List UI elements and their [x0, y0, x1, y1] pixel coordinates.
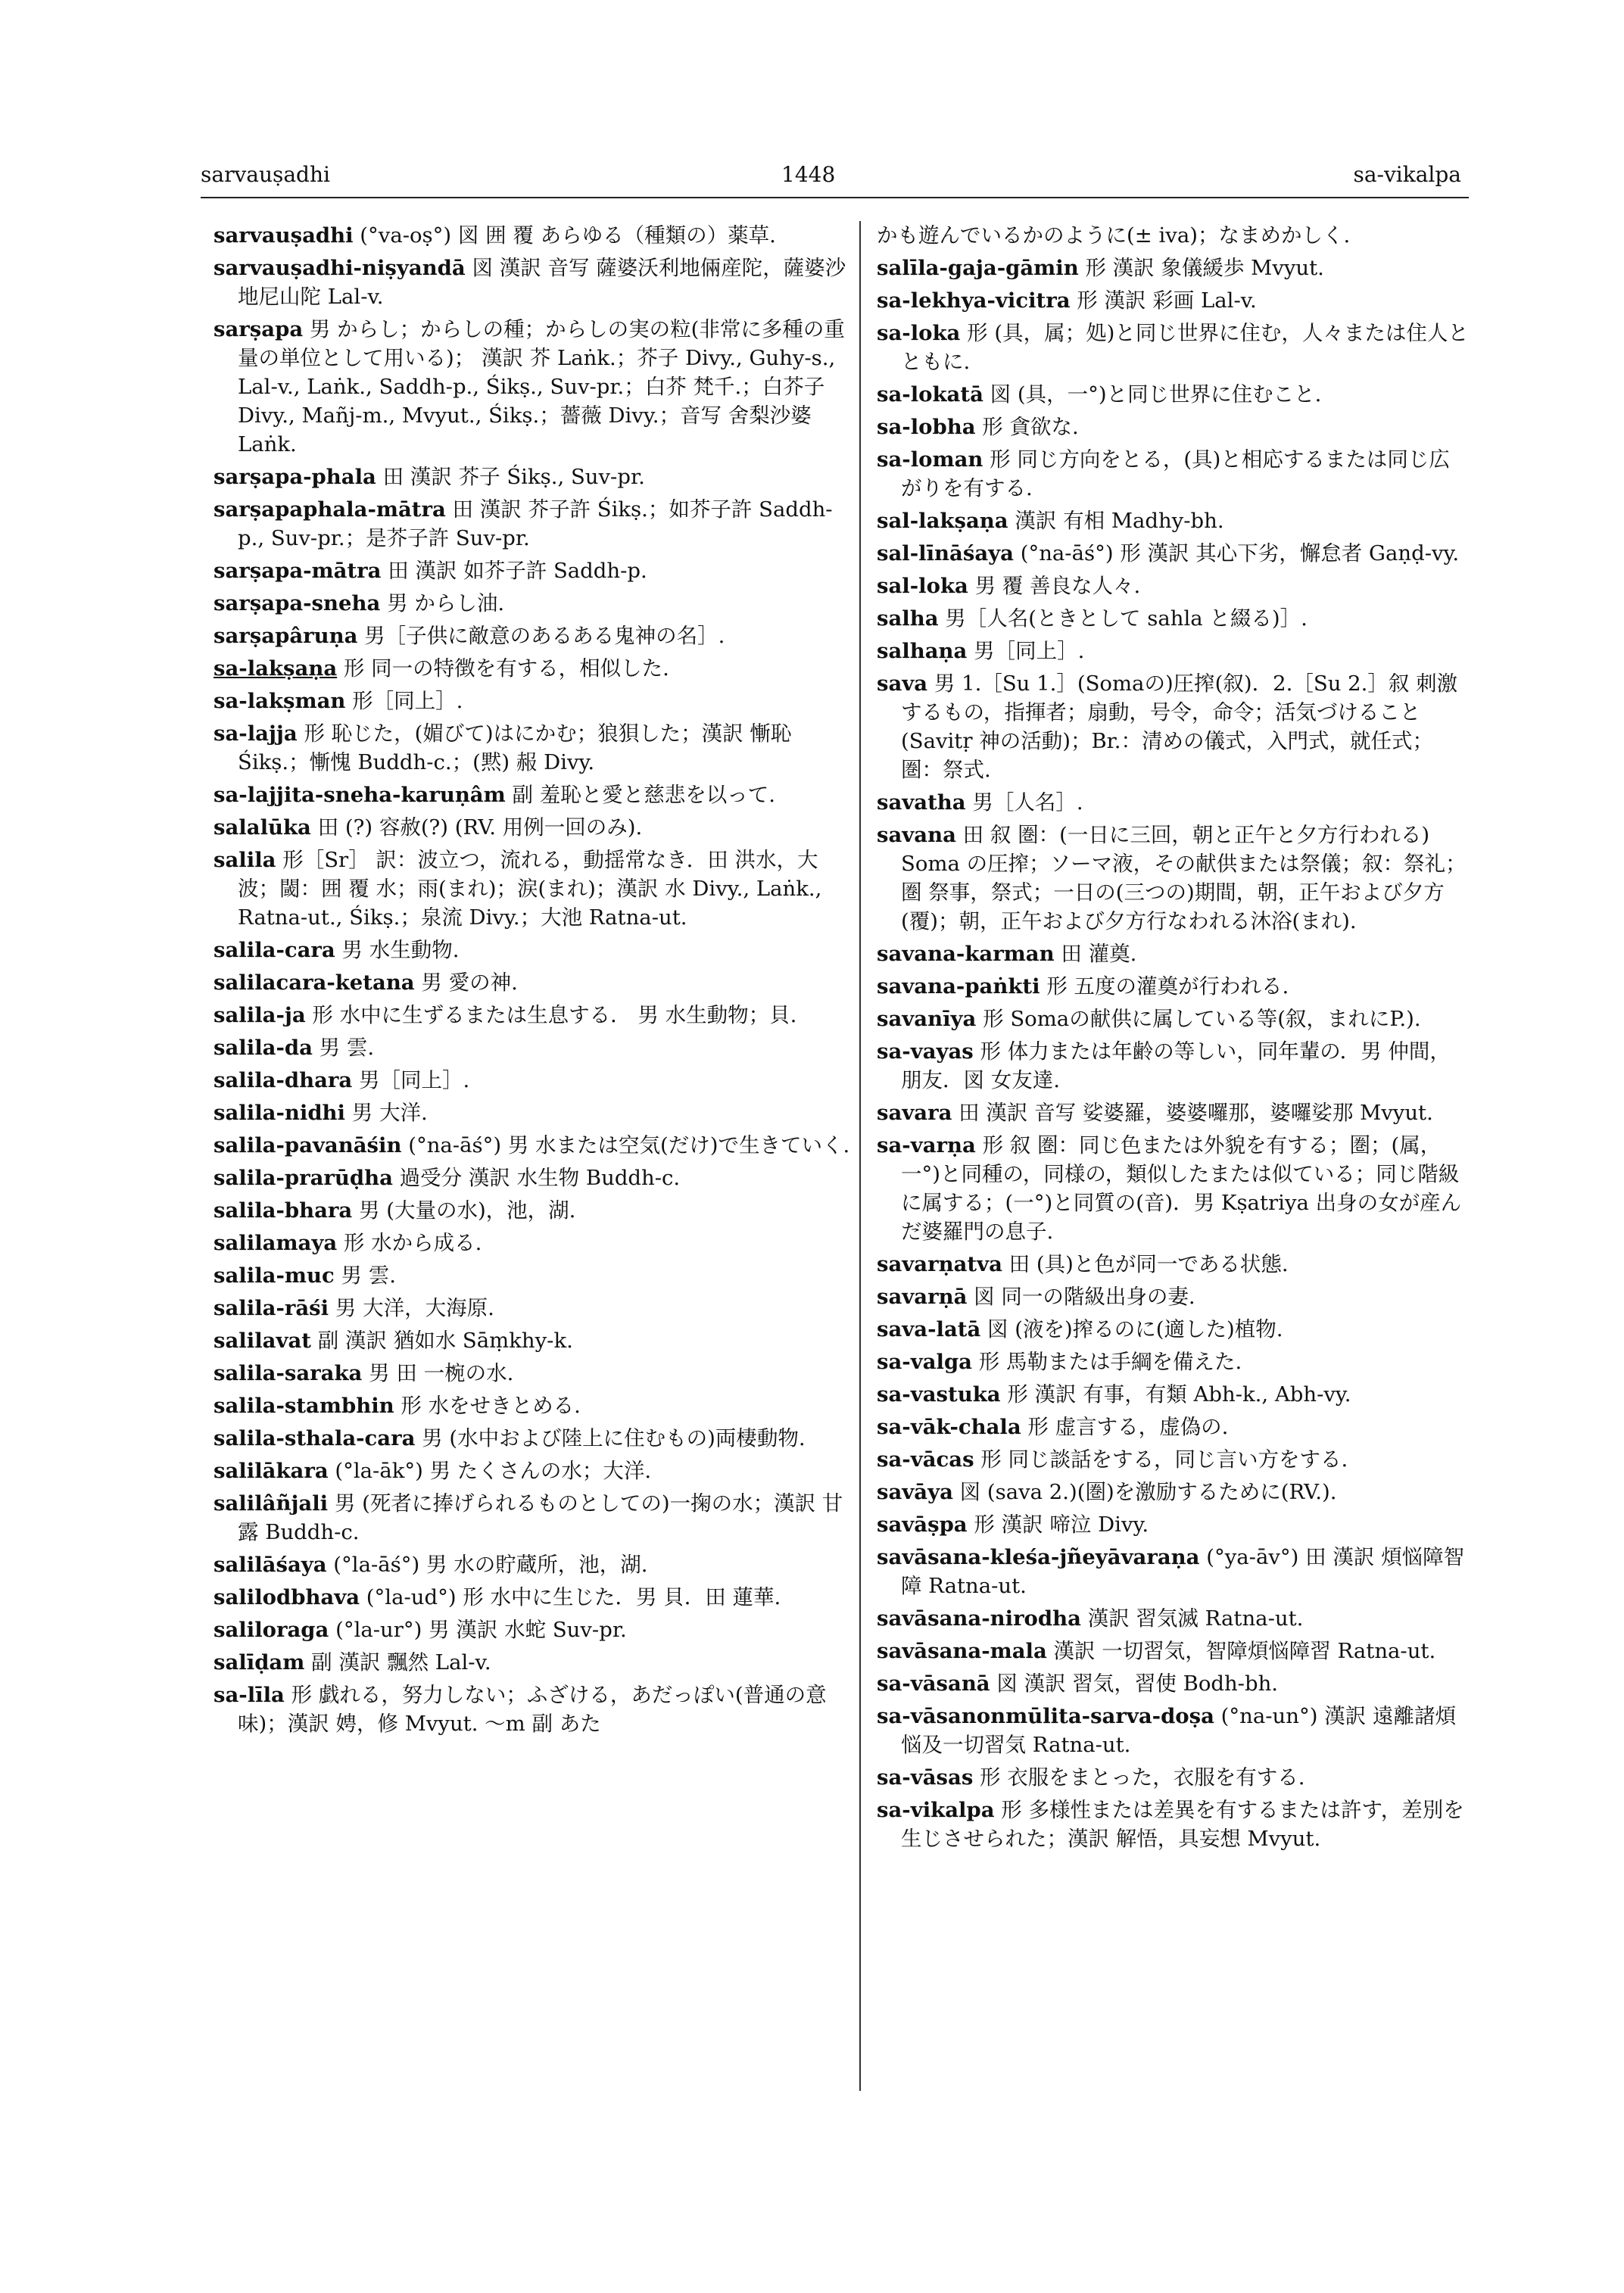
entry-definition: (°la-ur°) 男 漢訳 水蛇 Suv-pr.: [329, 1618, 627, 1642]
dictionary-entry: [214, 1001, 853, 1030]
entry-headword: salalūka: [214, 815, 311, 840]
dictionary-entry: [877, 1445, 1469, 1474]
dictionary-entry: [877, 821, 1469, 936]
entry-definition: 男 雲.: [334, 1263, 396, 1288]
dictionary-entry: [214, 254, 853, 311]
dictionary-entry: [877, 1796, 1469, 1853]
entry-headword: sarṣapa-mātra: [214, 559, 382, 583]
entry-headword: sa-loka: [877, 321, 961, 345]
entry-definition: 形 Somaの献供に属している等(叙，まれにP.).: [976, 1007, 1421, 1031]
dictionary-entry: [214, 780, 853, 809]
dictionary-entry: [214, 1098, 853, 1127]
dictionary-entry: [877, 254, 1469, 282]
entry-definition: 形［Sr］ 訳：波立つ，流れる，動揺常なき．田 洪水，大波；閾：囲 覆 水；雨(まれ)；涙(まれ)；漢訳 水 Divy., Laṅk., Ratna-ut., Śikṣ.；泉流 Divy.；大池 Ratna-ut.: [238, 848, 829, 930]
dictionary-entry: [877, 1380, 1469, 1409]
dictionary-entry: [877, 506, 1469, 535]
entry-definition: 図 (具，一°)と同じ世界に住むこと.: [983, 382, 1322, 407]
entry-headword: salila-pavanāśin: [214, 1133, 402, 1157]
entry-headword: salilāśaya: [214, 1553, 327, 1577]
entry-definition: 形 漢訳 有事，有類 Abh-k., Abh-vy.: [1000, 1382, 1351, 1407]
entry-headword: sa-vācas: [877, 1447, 974, 1472]
entry-definition: 男［人名］.: [965, 790, 1083, 815]
dictionary-entry: [877, 669, 1469, 784]
entry-definition: かも遊んでいるかのように(± iva)；なまめかしく.: [877, 223, 1351, 248]
entry-headword: salīḍam: [214, 1650, 305, 1675]
entry-definition: 形 同一の特徴を有する，相似した.: [337, 656, 669, 681]
entry-headword: salila-cara: [214, 938, 335, 962]
entry-definition: 男［人名(ときとして sahla と綴る)］.: [938, 606, 1308, 631]
entry-headword: savāsana-kleśa-jñeyāvaraṇa: [877, 1545, 1200, 1569]
entry-definition: 男 水生動物.: [335, 938, 460, 962]
dictionary-entry: [877, 1413, 1469, 1441]
entry-definition: 男 田 一椀の水.: [362, 1361, 514, 1385]
entry-definition: 形 水中に生ずるまたは生息する． 男 水生動物；貝.: [305, 1003, 797, 1027]
entry-definition: 田 叙 圏：(一日に三回，朝と正午と夕方行われる) Soma の圧搾；ソーマ液，その献供または祭儀；叙：祭礼；圏 祭事，祭式；一日の(三つの)期間，朝，正午および夕方(覆)；朝，正午および夕方行なわれる沐浴(まれ).: [901, 823, 1467, 933]
dictionary-entry: [877, 1702, 1469, 1759]
dictionary-entry: [877, 1604, 1469, 1633]
entry-headword: salilacara-ketana: [214, 970, 415, 995]
dictionary-entry: [214, 495, 853, 553]
entry-definition: 図 同一の階級出身の妻.: [967, 1285, 1195, 1309]
entry-headword: sa-varṇa: [877, 1133, 976, 1157]
entry-headword: salilavat: [214, 1329, 311, 1353]
entry-headword: sava-latā: [877, 1317, 981, 1341]
dictionary-entry: [877, 1543, 1469, 1600]
entry-headword: sa-vikalpa: [877, 1798, 995, 1822]
header-rule: [201, 197, 1469, 198]
dictionary-entry: [214, 1359, 853, 1388]
entry-headword: salilamaya: [214, 1231, 338, 1255]
dictionary-entry: [214, 1326, 853, 1355]
entry-headword: salila-prarūḍha: [214, 1166, 393, 1190]
entry-headword: savāsana-mala: [877, 1639, 1047, 1663]
entry-headword: sa-lajjita-sneha-karuṇâm: [214, 783, 506, 807]
entry-definition: 男 (大量の水)，池，湖.: [352, 1198, 576, 1223]
entry-headword: sa-loman: [877, 447, 983, 472]
entry-definition: 図 漢訳 音写 薩婆沃利地倆産陀，薩婆沙地尼山陀 Lal-v.: [238, 256, 846, 309]
dictionary-entry: [214, 1550, 853, 1579]
entry-definition: 図 (液を)搾るのに(適した)植物.: [980, 1317, 1283, 1341]
entry-definition: (°va-oṣ°) 図 囲 覆 あらゆる（種類の）薬草.: [353, 223, 776, 248]
entry-definition: 形 多様性または差異を有するまたは許す，差別を生じさせられた；漢訳 解悟，具妄想 Mvyut.: [901, 1798, 1464, 1851]
entry-definition: (°la-āk°) 男 たくさんの水；大洋.: [328, 1459, 652, 1483]
entry-definition: 形 戯れる，努力しない；ふざける，あだっぽい(普通の意味)；漢訳 娉，修 Mvyut. ～m 副 あた: [238, 1683, 827, 1736]
dictionary-entry: [877, 1250, 1469, 1279]
entry-headword: salila-bhara: [214, 1198, 353, 1223]
entry-definition: 図 漢訳 習気，習使 Bodh-bh.: [990, 1671, 1279, 1696]
entry-headword: salila-stambhin: [214, 1394, 394, 1418]
entry-headword: salila-da: [214, 1036, 313, 1060]
dictionary-entry: [877, 539, 1469, 568]
entry-definition: 副 羞恥と愛と慈悲を以って.: [505, 783, 775, 807]
entry-headword: savana: [877, 823, 956, 847]
entry-definition: 田 漢訳 芥子許 Śikṣ.；如芥子許 Saddh-p., Suv-pr.；是芥子許 Suv-pr.: [238, 497, 833, 550]
entry-headword: salilâñjali: [214, 1491, 329, 1516]
entry-headword: sa-vāsas: [877, 1765, 974, 1790]
dictionary-entry: [877, 319, 1469, 376]
entry-definition: 形 同じ方向をとる，(具)と相応するまたは同じ広がりを有する.: [901, 447, 1450, 500]
entry-headword: saliloraga: [214, 1618, 329, 1642]
page-number: 1448: [781, 162, 836, 187]
entry-headword: sarṣapa: [214, 317, 304, 341]
entry-definition: 男 雲.: [312, 1036, 375, 1060]
dictionary-entry: [214, 1583, 853, 1612]
dictionary-entry: [214, 589, 853, 618]
entry-definition: (°la-āś°) 男 水の貯蔵所，池，湖.: [326, 1553, 648, 1577]
dictionary-entry: [214, 221, 853, 250]
entry-headword: salila-nidhi: [214, 1101, 345, 1125]
entry-definition: 過受分 漢訳 水生物 Buddh-c.: [392, 1166, 681, 1190]
entry-headword: salīla-gaja-gāmin: [877, 256, 1079, 280]
dictionary-entry: [877, 604, 1469, 633]
entry-definition: 形 同じ談話をする，同じ言い方をする.: [974, 1447, 1348, 1472]
entry-definition: 田 (具)と色が同一である状態.: [1002, 1252, 1289, 1276]
entry-definition: (°la-ud°) 形 水中に生じた．男 貝．田 蓮華.: [360, 1585, 781, 1609]
entry-definition: 形 漢訳 啼泣 Divy.: [967, 1513, 1149, 1537]
dictionary-entry: [214, 1131, 853, 1160]
dictionary-entry: [877, 380, 1469, 409]
entry-definition: 形［同上］.: [345, 689, 463, 713]
entry-definition: 田 漢訳 芥子 Śikṣ., Suv-pr.: [376, 465, 645, 489]
entry-headword: savarṇatva: [877, 1252, 1002, 1276]
entry-definition: 形 漢訳 象儀緩歩 Mvyut.: [1078, 256, 1324, 280]
entry-headword: sal-lakṣaṇa: [877, 509, 1008, 533]
entry-headword: sa-vayas: [877, 1039, 974, 1064]
dictionary-entry: [877, 1510, 1469, 1539]
entry-definition: 形 恥じた，(媚びて)はにかむ；狼狽した；漢訳 慚恥 Śikṣ.；慚愧 Buddh-c.；(黙) 赧 Divy.: [238, 721, 799, 774]
dictionary-entry: [214, 1066, 853, 1095]
dictionary-entry: [214, 1648, 853, 1677]
entry-headword: sa-lakṣaṇa: [214, 656, 338, 681]
left-column: [214, 221, 853, 1742]
entry-headword: sa-lekhya-vicitra: [877, 288, 1071, 313]
entry-headword: sal-līnāśaya: [877, 541, 1014, 565]
right-column: [877, 221, 1469, 1857]
entry-definition: 男 大洋.: [344, 1101, 428, 1125]
entry-definition: 男 (水中および陸上に住むもの)両棲動物.: [415, 1426, 806, 1450]
entry-definition: 田 漢訳 如芥子許 Saddh-p.: [381, 559, 647, 583]
dictionary-entry: [877, 1347, 1469, 1376]
dictionary-entry: [877, 413, 1469, 441]
entry-definition: (°na-āś°) 男 水または空気(だけ)で生きていく.: [401, 1133, 850, 1157]
dictionary-entry: [214, 654, 853, 683]
entry-headword: salila-sthala-cara: [214, 1426, 416, 1450]
dictionary-entry: [877, 286, 1469, 315]
entry-headword: sava: [877, 671, 928, 696]
dictionary-entry: [214, 1391, 853, 1420]
entry-definition: 男 愛の神.: [414, 970, 518, 995]
dictionary-entry: [877, 637, 1469, 665]
dictionary-entry: [877, 572, 1469, 600]
entry-headword: salha: [877, 606, 939, 631]
entry-definition: 漢訳 習気滅 Ratna-ut.: [1080, 1606, 1304, 1631]
entry-definition: (°na-un°) 漢訳 遠離諸煩悩及一切習気 Ratna-ut.: [901, 1704, 1456, 1757]
entry-definition: 形 水をせきとめる.: [394, 1394, 581, 1418]
dictionary-entry: [214, 1681, 853, 1738]
entry-headword: sa-vāsanā: [877, 1671, 990, 1696]
entry-definition: 漢訳 有相 Madhy-bh.: [1008, 509, 1224, 533]
entry-headword: savara: [877, 1101, 952, 1125]
entry-headword: savana-karman: [877, 942, 1055, 966]
entry-headword: savanīya: [877, 1007, 977, 1031]
dictionary-entry: [877, 1669, 1469, 1698]
dictionary-entry: [877, 221, 1469, 250]
dictionary-entry: [214, 719, 853, 777]
entry-headword: sa-vastuka: [877, 1382, 1001, 1407]
entry-definition: 副 漢訳 猶如水 Sāṃkhy-k.: [310, 1329, 573, 1353]
entry-headword: sarṣapa-sneha: [214, 591, 381, 615]
entry-definition: 田 (?) 容赦(?) (RV. 用例一回のみ).: [310, 815, 643, 840]
dictionary-entry: [877, 1478, 1469, 1506]
entry-headword: sa-valga: [877, 1350, 973, 1374]
entry-headword: savatha: [877, 790, 966, 815]
dictionary-entry: [214, 936, 853, 964]
entry-headword: savāya: [877, 1480, 953, 1504]
entry-definition: 男 (死者に捧げられるものとしての)一掬の水；漢訳 甘露 Buddh-c.: [238, 1491, 843, 1544]
entry-definition: (°ya-āv°) 田 漢訳 煩悩障智障 Ratna-ut.: [901, 1545, 1465, 1598]
entry-headword: salila-ja: [214, 1003, 306, 1027]
dictionary-entry: [877, 1037, 1469, 1095]
dictionary-entry: [214, 1615, 853, 1644]
dictionary-entry: [214, 813, 853, 842]
dictionary-entry: [214, 968, 853, 997]
entry-headword: sa-lajja: [214, 721, 298, 746]
entry-headword: savana-paṅkti: [877, 974, 1040, 999]
entry-headword: salila-saraka: [214, 1361, 363, 1385]
dictionary-entry: [877, 445, 1469, 503]
entry-headword: salilodbhava: [214, 1585, 360, 1609]
entry-headword: savarṇā: [877, 1285, 968, 1309]
entry-headword: salila-dhara: [214, 1068, 353, 1092]
entry-definition: 副 漢訳 飄然 Lal-v.: [304, 1650, 491, 1675]
dictionary-entry: [877, 972, 1469, 1001]
entry-headword: sarṣapâruṇa: [214, 624, 358, 648]
dictionary-entry: [877, 1282, 1469, 1311]
entry-headword: sarvauṣadhi-niṣyandā: [214, 256, 466, 280]
dictionary-entry: [877, 1005, 1469, 1033]
dictionary-entry: [877, 939, 1469, 968]
entry-definition: 男 覆 善良な人々.: [968, 574, 1141, 598]
entry-definition: 図 (sava 2.)(圏)を激励するために(RV.).: [952, 1480, 1337, 1504]
dictionary-entry: [214, 1196, 853, 1225]
entry-headword: salilākara: [214, 1459, 329, 1483]
dictionary-entry: [214, 1261, 853, 1290]
dictionary-entry: [877, 1131, 1469, 1246]
entry-definition: 形 五度の灌奠が行われる.: [1040, 974, 1289, 999]
entry-headword: savāṣpa: [877, 1513, 968, 1537]
entry-definition: 形 馬勒または手綱を備えた.: [972, 1350, 1242, 1374]
header-right-guide-word: sa-vikalpa: [1353, 162, 1461, 187]
entry-definition: (°na-āś°) 形 漢訳 其心下劣，懈怠者 Gaṇḍ-vy.: [1013, 541, 1460, 565]
dictionary-entry: [877, 788, 1469, 817]
entry-definition: 男 からし油.: [380, 591, 505, 615]
entry-headword: salila: [214, 848, 276, 872]
entry-headword: sa-vāk-chala: [877, 1415, 1021, 1439]
column-divider: [859, 221, 861, 2091]
dictionary-entry: [214, 687, 853, 715]
dictionary-entry: [214, 1229, 853, 1257]
entry-definition: 男 からし；からしの種；からしの実の粒(非常に多種の重量の単位として用いる)； 漢訳 芥 Laṅk.；芥子 Divy., Guhy-s., Lal-v., Laṅk., Saddh-p., Śikṣ., Suv-pr.；白芥 梵千.；白芥子 Divy., Mañj-m., Mvyut., Śikṣ.；薔薇 Divy.；音写 舍梨沙婆 Laṅk.: [238, 317, 845, 456]
dictionary-entry: [214, 1033, 853, 1062]
entry-definition: 男［子供に敵意のあるある鬼神の名］.: [357, 624, 725, 648]
entry-definition: 漢訳 一切習気，智障煩悩障習 Ratna-ut.: [1046, 1639, 1436, 1663]
dictionary-entry: [214, 1489, 853, 1547]
entry-definition: 形 漢訳 彩画 Lal-v.: [1070, 288, 1257, 313]
entry-headword: sa-lobha: [877, 415, 976, 439]
dictionary-entry: [214, 1424, 853, 1453]
header-left-guide-word: sarvauṣadhi: [201, 162, 330, 187]
dictionary-entry: [877, 1098, 1469, 1127]
dictionary-entry: [877, 1763, 1469, 1792]
dictionary-entry: [214, 315, 853, 459]
entry-headword: sarṣapa-phala: [214, 465, 376, 489]
dictionary-entry: [214, 463, 853, 491]
entry-definition: 田 漢訳 音写 娑婆羅，婆婆囉那，婆囉娑那 Mvyut.: [952, 1101, 1433, 1125]
entry-definition: 男［同上］.: [967, 639, 1085, 663]
entry-headword: sarvauṣadhi: [214, 223, 354, 248]
dictionary-entry: [214, 1164, 853, 1192]
entry-headword: salila-muc: [214, 1263, 335, 1288]
entry-definition: 田 灌奠.: [1054, 942, 1137, 966]
entry-definition: 形 水から成る.: [337, 1231, 482, 1255]
entry-headword: sa-lokatā: [877, 382, 983, 407]
entry-headword: sa-lakṣman: [214, 689, 346, 713]
entry-definition: 男 1.［Su 1.］(Somaの)圧搾(叙)．2.［Su 2.］叙 刺激するもの，指揮者；扇動，号令，命令；活気づけること (Savitṛ 神の活動)；Br.：清めの儀式，入門式，就任式；圏：祭式.: [901, 671, 1458, 782]
dictionary-entry: [214, 1294, 853, 1323]
dictionary-entry: [214, 846, 853, 932]
entry-definition: 形 叙 圏：同じ色または外貌を有する；圏；(属，一°)と同種の，同様の，類似したまたは似ている；同じ階級に属する；(一°)と同質の(音)．男 Kṣatriya 出身の女が産んだ婆羅門の息子.: [901, 1133, 1462, 1244]
entry-headword: sal-loka: [877, 574, 968, 598]
dictionary-entry: [877, 1315, 1469, 1344]
dictionary-entry: [214, 556, 853, 585]
entry-definition: 形 衣服をまとった，衣服を有する.: [973, 1765, 1305, 1790]
entry-definition: 男［同上］.: [352, 1068, 470, 1092]
entry-definition: 形 (具，属；処)と同じ世界に住む，人々または住人とともに.: [901, 321, 1469, 374]
dictionary-entry: [214, 1456, 853, 1485]
entry-headword: sa-vāsanonmūlita-sarva-doṣa: [877, 1704, 1214, 1728]
entry-definition: 形 貪欲な.: [975, 415, 1079, 439]
entry-headword: salhaṇa: [877, 639, 968, 663]
entry-headword: sa-līla: [214, 1683, 285, 1707]
entry-definition: 男 大洋，大海原.: [329, 1296, 494, 1320]
entry-headword: sarṣapaphala-mātra: [214, 497, 446, 522]
entry-headword: savāsana-nirodha: [877, 1606, 1081, 1631]
dictionary-entry: [877, 1637, 1469, 1665]
entry-headword: salila-rāśi: [214, 1296, 329, 1320]
entry-definition: 形 虚言する，虚偽の.: [1021, 1415, 1229, 1439]
dictionary-entry: [214, 622, 853, 650]
entry-definition: 形 体力または年齢の等しい，同年輩の．男 仲間，朋友．図 女友達.: [901, 1039, 1451, 1092]
